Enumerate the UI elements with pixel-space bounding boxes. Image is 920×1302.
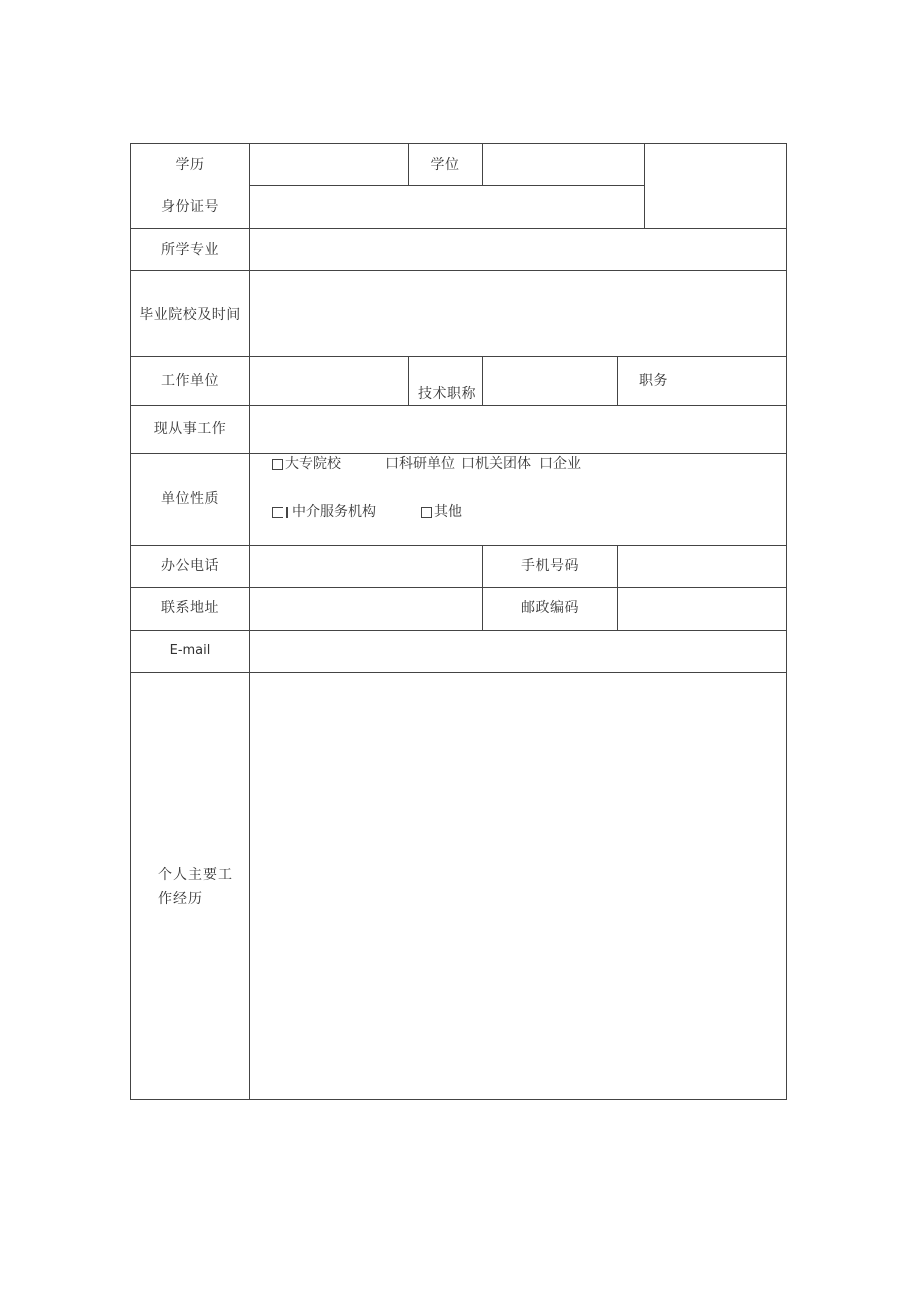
option-enterprise[interactable] — [539, 455, 581, 473]
mobile-field[interactable] — [618, 546, 786, 587]
option-agency-label: 机关团体 — [475, 456, 531, 472]
cursor-bar-icon — [286, 507, 288, 518]
photo-area[interactable] — [645, 144, 786, 228]
address-field[interactable] — [250, 588, 482, 630]
unit-type-label: 单位性质 — [161, 491, 219, 507]
school-time-label: 毕业院校及时间 — [139, 307, 241, 323]
option-intermediary[interactable] — [272, 503, 376, 521]
work-experience-label — [158, 863, 248, 911]
major-label: 所学专业 — [161, 242, 219, 258]
current-work-field[interactable] — [250, 406, 786, 453]
school-time-field[interactable] — [250, 271, 786, 356]
degree-field[interactable] — [483, 144, 644, 185]
column-divider — [617, 356, 618, 405]
row-divider — [131, 356, 786, 357]
option-research[interactable] — [385, 455, 455, 473]
id-number-label: 身份证号 — [161, 199, 219, 215]
option-intermediary-label: 中介服务机构 — [292, 504, 376, 520]
education-label: 学历 — [175, 157, 205, 173]
major-field[interactable] — [250, 229, 786, 270]
checkbox-icon[interactable] — [421, 507, 432, 518]
option-enterprise-box[interactable]: 口 — [539, 456, 553, 472]
employer-label: 工作单位 — [161, 373, 219, 389]
education-field[interactable] — [250, 144, 408, 185]
current-work-label: 现从事工作 — [153, 421, 227, 437]
work-experience-field[interactable] — [250, 673, 786, 1099]
postcode-field[interactable] — [618, 588, 786, 630]
column-divider — [408, 144, 409, 185]
option-other-label: 其他 — [434, 504, 462, 520]
degree-label: 学位 — [430, 157, 460, 173]
row-divider — [131, 453, 786, 454]
postcode-label: 邮政编码 — [521, 600, 579, 616]
checkbox-icon[interactable] — [272, 459, 283, 470]
tech-title-label: 技术职称 — [418, 386, 476, 402]
position-label: 职务 — [639, 373, 668, 389]
option-research-box[interactable]: 口 — [385, 456, 399, 472]
application-form — [130, 143, 787, 1100]
office-phone-field[interactable] — [250, 546, 482, 587]
option-college-label: 大专院校 — [285, 456, 341, 472]
work-experience-label-line2: 作经历 — [158, 891, 203, 907]
column-divider — [482, 545, 483, 630]
address-label: 联系地址 — [161, 600, 219, 616]
option-research-label: 科研单位 — [399, 456, 455, 472]
employer-field[interactable] — [250, 357, 408, 405]
tech-title-field[interactable] — [483, 357, 617, 405]
id-number-field[interactable] — [250, 186, 644, 228]
work-experience-label-line1: 个人主要工 — [158, 867, 233, 883]
option-agency[interactable] — [461, 455, 531, 473]
option-agency-box[interactable]: 口 — [461, 456, 475, 472]
checkbox-icon[interactable] — [272, 507, 283, 518]
option-other[interactable] — [421, 503, 462, 521]
mobile-label: 手机号码 — [521, 558, 579, 574]
office-phone-label: 办公电话 — [161, 558, 219, 574]
email-label: E-mail — [169, 643, 211, 658]
position-field[interactable] — [691, 357, 786, 405]
email-field[interactable] — [250, 631, 786, 672]
option-enterprise-label: 企业 — [553, 456, 581, 472]
option-college[interactable] — [272, 455, 341, 473]
column-divider — [408, 356, 409, 405]
